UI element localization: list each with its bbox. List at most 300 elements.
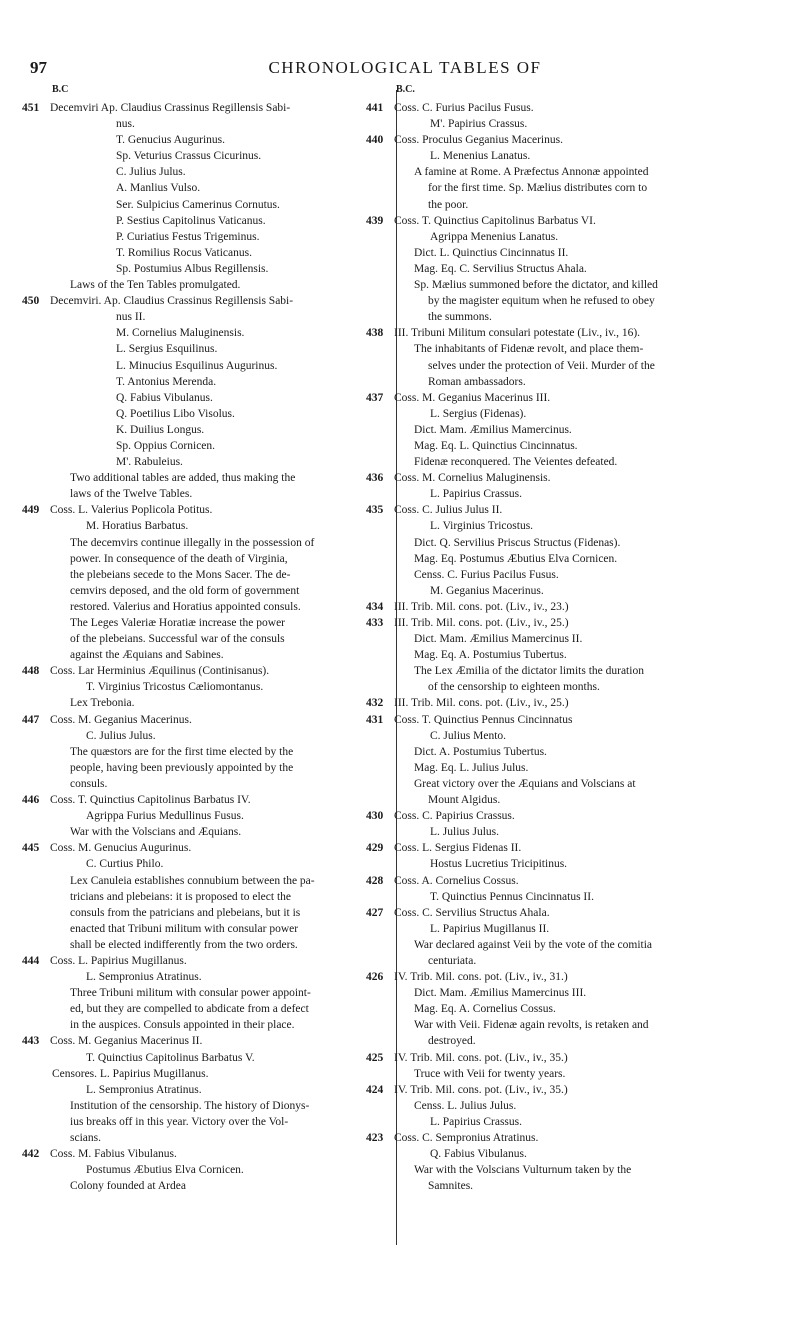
entry-text-line [396, 422, 782, 438]
entry-text: C. Julius Julus. [86, 729, 156, 742]
entry-text: L. Sergius (Fidenas). [430, 407, 527, 420]
entry-text: Agrippa Menenius Lanatus. [430, 230, 559, 243]
entry-text-line [396, 277, 782, 293]
entry-text-line [52, 438, 382, 454]
bc-label: B.C [52, 84, 69, 95]
entry-text-line [52, 856, 382, 872]
chronology-entry [366, 905, 782, 969]
entry-text: Coss. M. Fabius Vibulanus. [50, 1148, 177, 1161]
chronology-entry [366, 695, 782, 711]
entry-text-line [396, 551, 782, 567]
entry-text-line [52, 1130, 382, 1146]
entry-text: M. Cornelius Maluginensis. [116, 327, 245, 340]
entry-heading-line [366, 1082, 782, 1098]
entry-text: III. Trib. Mil. cons. pot. (Liv., iv., 25.) [394, 697, 569, 710]
columns [22, 84, 782, 1284]
entry-heading-line [366, 100, 782, 116]
entry-heading-line [22, 1033, 382, 1049]
entry-text-line [52, 631, 382, 647]
entry-text-line [52, 567, 382, 583]
entry-text-line [52, 889, 382, 905]
left-column [22, 84, 382, 1194]
entry-text: Coss. A. Cornelius Cossus. [394, 874, 519, 887]
entry-text: of the plebeians. Successful war of the consuls [70, 633, 285, 646]
entry-heading-line [22, 953, 382, 969]
chronology-entry [22, 293, 382, 502]
entry-text: Coss. T. Quinctius Capitolinus Barbatus IV. [50, 794, 251, 807]
entry-text: scians. [70, 1132, 101, 1144]
page-number: 97 [30, 58, 47, 77]
year-label: 429 [366, 842, 384, 855]
entry-heading-line [22, 1146, 382, 1162]
entry-text: restored. Valerius and Horatius appointed consuls. [70, 600, 301, 613]
year-label: 439 [366, 214, 384, 227]
entry-text-line [52, 535, 382, 551]
entry-text: Sp. Veturius Crassus Cicurinus. [116, 150, 262, 163]
entry-text: power. In consequence of the death of Virginia, [70, 552, 288, 565]
chronology-entry [366, 1082, 782, 1130]
entry-text: Samnites. [428, 1180, 474, 1193]
entry-text: Censores. L. Papirius Mugillanus. [52, 1067, 209, 1080]
entry-text: shall be elected indifferently from the two orders. [70, 938, 298, 951]
entry-text: L. Sempronius Atratinus. [86, 1083, 202, 1096]
entry-text-line [52, 873, 382, 889]
bc-label: B.C. [396, 84, 415, 95]
entry-text-line [52, 325, 382, 341]
entry-heading-line [366, 873, 782, 889]
entry-text-line [396, 921, 782, 937]
entry-text: M. Horatius Barbatus. [86, 520, 189, 533]
entry-text-line [396, 261, 782, 277]
entry-text: Coss. C. Servilius Structus Ahala. [394, 906, 550, 919]
entry-text: Coss. C. Papirius Crassus. [394, 810, 515, 823]
year-label: 432 [366, 697, 384, 710]
year-label: 434 [366, 600, 384, 613]
year-label: 445 [22, 842, 40, 855]
entry-text: against the Æquians and Sabines. [70, 649, 224, 662]
entry-text-line [396, 856, 782, 872]
entry-text: Sp. Oppius Cornicen. [116, 439, 216, 452]
entry-text-line [52, 551, 382, 567]
entry-text: consuls from the patricians and plebeians, but it is [70, 906, 301, 919]
entry-text: IV. Trib. Mil. cons. pot. (Liv., iv., 35.) [394, 1051, 568, 1064]
entry-text: people, having been previously appointed by the [70, 761, 294, 774]
entry-text-line [396, 1162, 782, 1178]
entry-heading-line [22, 502, 382, 518]
year-label: 443 [22, 1035, 40, 1048]
entry-heading-line [366, 390, 782, 406]
entry-heading-line [366, 840, 782, 856]
entry-text: L. Papirius Crassus. [430, 1115, 522, 1128]
entry-text-line [396, 824, 782, 840]
entry-text: Roman ambassadors. [428, 375, 526, 388]
entry-text: Fidenæ reconquered. The Veientes defeated. [414, 456, 618, 469]
year-label: 447 [22, 713, 40, 726]
entry-text: Coss. L. Valerius Poplicola Potitus. [50, 504, 213, 517]
entry-heading-line [366, 808, 782, 824]
year-label: 423 [366, 1132, 384, 1144]
entry-text-line [52, 1162, 382, 1178]
entry-text-line [396, 744, 782, 760]
entry-text: centuriata. [428, 954, 477, 967]
entry-text-line [396, 1017, 782, 1033]
year-label: 425 [366, 1051, 384, 1064]
entry-text-line [52, 390, 382, 406]
entry-text: Decemviri Ap. Claudius Crassinus Regillensis Sabi- [50, 102, 291, 114]
chronology-entry [366, 1050, 782, 1082]
entry-text-line [396, 518, 782, 534]
entry-heading-line [366, 599, 782, 615]
entry-text: Dict. Mam. Æmilius Mamercinus III. [414, 987, 587, 1000]
chronology-entry [366, 808, 782, 840]
entry-text: T. Virginius Tricostus Cæliomontanus. [86, 681, 264, 694]
entry-text-line [396, 631, 782, 647]
chronology-entry [22, 1033, 382, 1146]
chronology-entry [366, 615, 782, 695]
entry-heading-line [366, 712, 782, 728]
entry-text-line [52, 245, 382, 261]
entry-text-line [396, 953, 782, 969]
entry-text: L. Virginius Tricostus. [430, 520, 534, 533]
entry-text: War with the Volscians Vulturnum taken by the [414, 1164, 632, 1177]
chronology-entry [366, 325, 782, 389]
entry-text: Dict. L. Quinctius Cincinnatus II. [414, 246, 569, 259]
entry-text-line [52, 164, 382, 180]
entry-text-line [396, 148, 782, 164]
entry-text-line [52, 422, 382, 438]
entry-text-line [396, 776, 782, 792]
entry-text-line [396, 679, 782, 695]
entry-text: A famine at Rome. A Præfectus Annonæ appointed [414, 166, 649, 179]
entry-text-line [52, 116, 382, 132]
entry-text: Dict. Mam. Æmilius Mamercinus. [414, 423, 572, 436]
entry-text: Censs. L. Julius Julus. [414, 1099, 517, 1112]
entry-heading-line [366, 213, 782, 229]
entry-text: Coss. L. Papirius Mugillanus. [50, 954, 187, 967]
entry-text: The Leges Valeriæ Horatiæ increase the power [70, 617, 286, 629]
entry-text: T. Quinctius Pennus Cincinnatus II. [430, 890, 594, 903]
entry-text-line [396, 293, 782, 309]
chronology-entry [366, 213, 782, 326]
entry-text-line [396, 358, 782, 374]
entry-text: selves under the protection of Veii. Murder of the [428, 359, 655, 372]
entry-text-line [396, 937, 782, 953]
entry-text: Q. Poetilius Libo Visolus. [116, 407, 235, 420]
entry-text-line [52, 518, 382, 534]
entry-text: III. Tribuni Militum consulari potestate (Liv., iv., 16). [394, 327, 641, 340]
entry-text: Hostus Lucretius Tricipitinus. [430, 858, 568, 871]
entry-heading-line [22, 792, 382, 808]
entry-text-line [52, 454, 382, 470]
entry-text: Truce with Veii for twenty years. [414, 1067, 566, 1080]
entry-text: Mag. Eq. C. Servilius Structus Ahala. [414, 262, 587, 275]
entry-heading-line [366, 1130, 782, 1146]
entry-text: Coss. M. Geganius Macerinus II. [50, 1035, 203, 1048]
entry-text-line [52, 969, 382, 985]
chronology-entry [22, 953, 382, 1033]
entry-text-line [52, 180, 382, 196]
entry-text: Two additional tables are added, thus making the [70, 472, 296, 485]
entry-heading-line [366, 1050, 782, 1066]
entry-text: III. Trib. Mil. cons. pot. (Liv., iv., 25.) [394, 617, 569, 629]
entry-text-line [396, 1114, 782, 1130]
entry-heading-line [366, 132, 782, 148]
entry-text-line [396, 1178, 782, 1194]
chronology-entry [366, 599, 782, 615]
entry-text: Coss. M. Geganius Macerinus III. [394, 391, 551, 404]
entry-text-line [52, 1098, 382, 1114]
entry-text: Coss. M. Geganius Macerinus. [50, 713, 192, 726]
chronology-entry [22, 1146, 382, 1194]
entry-heading-line [366, 905, 782, 921]
entry-text: Dict. Mam. Æmilius Mamercinus II. [414, 633, 583, 646]
page-title: CHRONOLOGICAL TABLES OF [268, 58, 542, 77]
entry-text: nus II. [116, 311, 146, 324]
entry-text: Mag. Eq. L. Julius Julus. [414, 761, 529, 774]
entry-text: destroyed. [428, 1035, 476, 1048]
entry-text-line [396, 164, 782, 180]
entry-text-line [52, 358, 382, 374]
entry-text: ed, but they are compelled to abdicate from a defect [70, 1003, 309, 1016]
year-label: 435 [366, 504, 384, 517]
entry-text-line [52, 197, 382, 213]
entry-text: enacted that Tribuni militum with consular power [70, 922, 299, 935]
entry-text: C. Julius Mento. [430, 729, 507, 742]
entry-text-line [396, 229, 782, 245]
entry-text: M'. Papirius Crassus. [430, 118, 528, 131]
entry-text: T. Genucius Augurinus. [116, 134, 226, 147]
running-header [30, 58, 780, 82]
entry-text-line [396, 647, 782, 663]
entry-text: Coss. T. Quinctius Pennus Cincinnatus [394, 713, 573, 726]
year-label: 440 [366, 134, 384, 147]
year-label: 436 [366, 472, 384, 485]
entry-text-line [52, 341, 382, 357]
entry-text: Coss. C. Julius Julus II. [394, 504, 503, 517]
entry-text: Mount Algidus. [428, 794, 501, 807]
entry-text-line [396, 197, 782, 213]
entry-text: by the magister equitum when he refused to obey [428, 295, 655, 308]
entry-text-line [52, 679, 382, 695]
entry-text: Lex Canuleia establishes connubium between the pa- [70, 874, 315, 887]
entry-text-line [396, 116, 782, 132]
entry-text-line [52, 905, 382, 921]
entry-text: in the auspices. Consuls appointed in their place. [70, 1019, 295, 1032]
year-label: 430 [366, 810, 384, 823]
entry-text: Coss. M. Cornelius Maluginensis. [394, 472, 551, 485]
entry-text: War declared against Veii by the vote of the comitia [414, 938, 653, 951]
entry-text-line [396, 341, 782, 357]
entry-text: P. Curiatius Festus Trigeminus. [116, 230, 260, 243]
year-label: 451 [22, 102, 40, 114]
entry-text: Q. Fabius Vibulanus. [116, 391, 213, 404]
entry-text: the poor. [428, 198, 469, 211]
year-label: 446 [22, 794, 40, 807]
entry-text: K. Duilius Longus. [116, 423, 205, 436]
entry-text-line [52, 776, 382, 792]
entry-text-line [52, 1114, 382, 1130]
chronology-entry [366, 840, 782, 872]
year-label: 448 [22, 665, 40, 678]
entry-text-line [52, 486, 382, 502]
year-label: 424 [366, 1083, 384, 1096]
entry-text-line [396, 1146, 782, 1162]
chronology-entry [366, 712, 782, 809]
entry-text-line [396, 406, 782, 422]
entry-text-line [52, 921, 382, 937]
year-label: 428 [366, 874, 384, 887]
entry-text: Coss. M. Genucius Augurinus. [50, 842, 192, 855]
entry-text: Three Tribuni militum with consular power appoint- [70, 987, 311, 1000]
entry-text-line [396, 245, 782, 261]
entry-text-line [396, 454, 782, 470]
entry-text: L. Menenius Lanatus. [430, 150, 531, 163]
chronology-entry [22, 502, 382, 663]
entry-text-line [396, 1066, 782, 1082]
entry-text: Coss. C. Furius Pacilus Fusus. [394, 102, 534, 114]
entry-text: Mag. Eq. L. Quinctius Cincinnatus. [414, 439, 578, 452]
chronology-entry [22, 712, 382, 792]
entry-text: Sp. Postumius Albus Regillensis. [116, 262, 269, 275]
entry-text: Lex Trebonia. [70, 697, 135, 710]
entry-text: nus. [116, 118, 135, 131]
entry-text: Coss. C. Sempronius Atratinus. [394, 1132, 539, 1144]
right-column [366, 84, 782, 1194]
entry-text: L. Sergius Esquilinus. [116, 343, 218, 356]
entry-text-line [396, 1001, 782, 1017]
entry-text-line [396, 889, 782, 905]
entry-text-line [396, 583, 782, 599]
entry-text: P. Sestius Capitolinus Vaticanus. [116, 214, 266, 227]
entry-heading-line [366, 502, 782, 518]
entry-text: T. Quinctius Capitolinus Barbatus V. [86, 1051, 255, 1064]
entry-text-line [52, 824, 382, 840]
chronology-entry [22, 840, 382, 953]
entry-text: Mag. Eq. A. Postumius Tubertus. [414, 649, 567, 662]
entry-text-line [52, 937, 382, 953]
entry-heading-line [22, 712, 382, 728]
year-label: 431 [366, 713, 384, 726]
year-label: 442 [22, 1148, 40, 1161]
chronology-entry [366, 1130, 782, 1194]
entry-text: Colony founded at Ardea [70, 1180, 186, 1193]
entry-text-line [52, 309, 382, 325]
entry-text-line [396, 567, 782, 583]
entry-text-line [52, 229, 382, 245]
entry-text-line [52, 132, 382, 148]
entry-text-line [396, 728, 782, 744]
entry-text-line [52, 728, 382, 744]
entry-text: The decemvirs continue illegally in the possession of [70, 536, 315, 549]
entry-text: M'. Rabuleius. [116, 456, 183, 469]
entry-text: consuls. [70, 777, 108, 790]
entry-heading-line [22, 840, 382, 856]
entry-text: of the censorship to eighteen months. [428, 681, 600, 694]
entry-text-line [52, 1017, 382, 1033]
entry-heading-line [366, 325, 782, 341]
chronology-entry [22, 792, 382, 840]
entry-text: The Lex Æmilia of the dictator limits the duration [414, 665, 644, 678]
entry-text: T. Antonius Merenda. [116, 375, 217, 388]
entry-text: laws of the Twelve Tables. [70, 488, 193, 501]
entry-text-line [52, 406, 382, 422]
entry-text: M. Geganius Macerinus. [430, 584, 544, 597]
entry-text: for the first time. Sp. Mælius distributes corn to [428, 182, 648, 195]
entry-text-line [52, 599, 382, 615]
entry-text-line [396, 1033, 782, 1049]
year-label: 427 [366, 906, 384, 919]
entry-text-line [52, 374, 382, 390]
entry-text: Ser. Sulpicius Camerinus Cornutus. [116, 198, 280, 211]
year-label: 437 [366, 391, 384, 404]
year-label: 441 [366, 102, 384, 114]
chronology-entry [366, 502, 782, 599]
entry-heading-line [366, 470, 782, 486]
chronology-entry [22, 663, 382, 711]
entry-text: Dict. A. Postumius Tubertus. [414, 745, 547, 758]
entry-text: A. Manlius Vulso. [116, 182, 201, 195]
entry-text-line [396, 760, 782, 776]
entry-text-line [52, 277, 382, 293]
entry-text-line [52, 1178, 382, 1194]
entry-text: War with the Volscians and Æquians. [70, 826, 242, 839]
entry-text: L. Minucius Esquilinus Augurinus. [116, 359, 278, 372]
entry-text-line [396, 180, 782, 196]
entry-text: Postumus Æbutius Elva Cornicen. [86, 1164, 244, 1177]
chronology-entry [366, 969, 782, 1049]
entry-text: Decemviri. Ap. Claudius Crassinus Regillensis Sabi- [50, 295, 294, 308]
entry-text: The quæstors are for the first time elected by the [70, 745, 294, 758]
entry-text: L. Papirius Crassus. [430, 488, 522, 501]
entry-heading-line [366, 615, 782, 631]
year-label: 433 [366, 617, 384, 629]
entry-text: Coss. Lar Herminius Æquilinus (Continisanus). [50, 665, 270, 678]
entry-text-line [396, 1098, 782, 1114]
year-label: 444 [22, 954, 40, 967]
entry-text: Coss. L. Sergius Fidenas II. [394, 842, 522, 855]
entry-text: Coss. Proculus Geganius Macerinus. [394, 134, 563, 147]
chronology-entry [22, 100, 382, 293]
entry-text: C. Curtius Philo. [86, 858, 164, 871]
entry-text-line [52, 1066, 382, 1082]
entry-text: C. Julius Julus. [116, 166, 186, 179]
entry-text: L. Papirius Mugillanus II. [430, 922, 550, 935]
entry-text-line [396, 663, 782, 679]
entry-text: IV. Trib. Mil. cons. pot. (Liv., iv., 35.) [394, 1083, 568, 1096]
entry-text: Q. Fabius Vibulanus. [430, 1148, 527, 1161]
entry-text-line [52, 148, 382, 164]
entry-text: the plebeians secede to the Mons Sacer. The de- [70, 568, 291, 581]
entry-text-line [52, 985, 382, 1001]
entry-text-line [52, 808, 382, 824]
entry-text-line [52, 261, 382, 277]
entry-heading-line [22, 100, 382, 116]
entry-text: tricians and plebeians: it is proposed to elect the [70, 890, 291, 903]
entry-text: Coss. T. Quinctius Capitolinus Barbatus VI. [394, 214, 596, 227]
entry-heading-line [22, 663, 382, 679]
entry-text: Mag. Eq. A. Cornelius Cossus. [414, 1003, 556, 1016]
entry-text-line [396, 438, 782, 454]
entry-text-line [396, 486, 782, 502]
entry-text-line [52, 615, 382, 631]
entry-text: Censs. C. Furius Pacilus Fusus. [414, 568, 559, 581]
entry-text: L. Sempronius Atratinus. [86, 971, 202, 984]
entry-text-line [52, 744, 382, 760]
entry-text: IV. Trib. Mil. cons. pot. (Liv., iv., 31.) [394, 971, 568, 984]
entry-text-line [396, 309, 782, 325]
entry-text: L. Julius Julus. [430, 826, 500, 839]
entry-text: ius breaks off in this year. Victory over the Vol- [70, 1115, 289, 1128]
